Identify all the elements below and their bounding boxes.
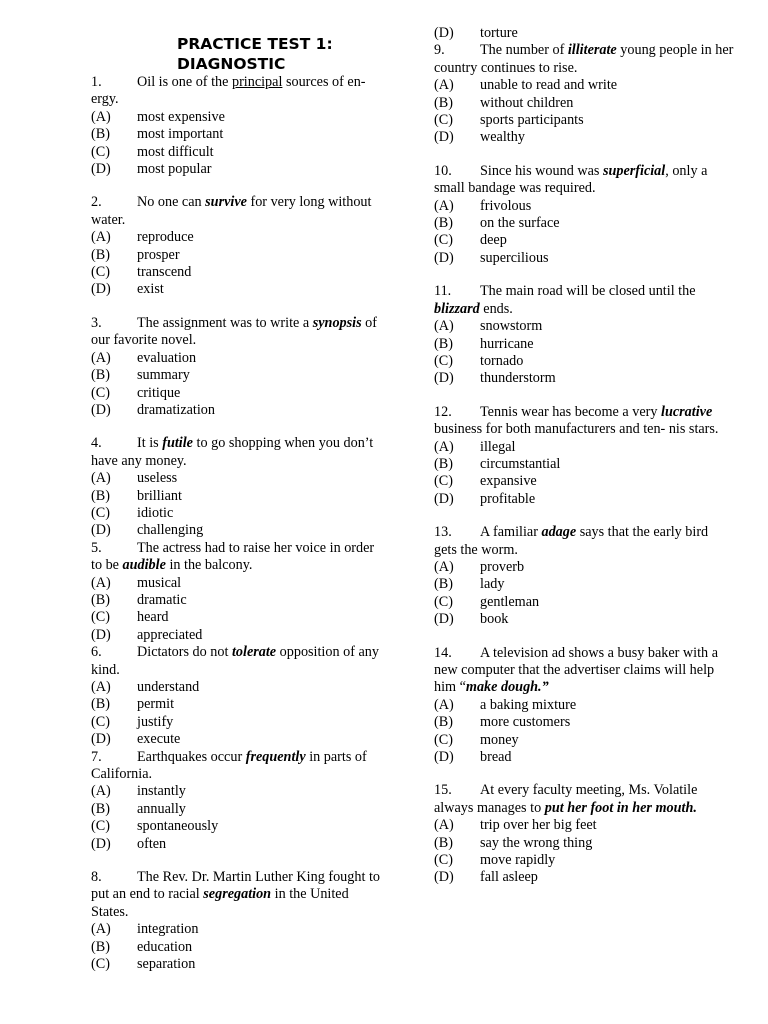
stem-text: for very long without water. [91,194,372,228]
option-d[interactable] [91,281,383,298]
question-stem [91,435,383,470]
stem-text: Oil is one of the [137,74,232,90]
option-d[interactable] [91,836,383,853]
option-letter: (C) [91,609,110,626]
right-column [434,0,734,887]
option-a[interactable] [91,679,383,696]
option-text: most difficult [137,143,214,160]
option-d[interactable] [434,370,734,387]
option-letter: (D) [434,129,454,146]
stem-text: Dictators do not [137,644,232,661]
question-6 [91,644,383,748]
question-3 [91,315,383,419]
option-letter: (B) [91,126,110,143]
option-a[interactable] [91,109,383,126]
option-letter: (B) [91,800,110,817]
option-c[interactable] [91,714,383,731]
option-letter: (A) [91,679,111,695]
question-stem [434,404,734,439]
option-text: prosper [137,246,180,263]
stem-text: , only a small bandage was required. [434,162,708,197]
option-d[interactable] [434,491,734,508]
option-text: heard [137,609,169,626]
option-text: without children [480,94,574,111]
option-letter: (A) [91,108,111,125]
option-letter: (B) [91,938,110,955]
option-text: musical [137,574,182,591]
question-stem [434,782,734,817]
option-letter: (A) [434,318,454,335]
option-letter: (A) [91,229,111,246]
key-word: tolerate [231,644,277,661]
option-text: evaluation [137,349,197,366]
option-letter: (D) [434,611,454,628]
stem-text: The actress had to raise her voice in order to be [91,539,375,574]
option-letter: (D) [434,749,454,766]
option-c[interactable] [434,353,734,370]
question-number: 13. [434,524,452,541]
option-d[interactable] [434,611,734,628]
option-b[interactable] [91,939,383,956]
option-text: justify [137,713,174,730]
option-letter: (B) [434,834,453,851]
option-b[interactable] [434,835,734,852]
question-number: 6. [91,644,102,661]
option-c[interactable] [434,473,734,490]
key-word: segregation [203,886,272,903]
key-word: blizzard [434,300,480,317]
option-letter: (D) [91,626,111,643]
option-letter: (C) [91,143,110,160]
option-letter: (C) [91,818,110,835]
option-letter: (A) [91,470,111,487]
option-letter: (D) [434,490,454,507]
stem-text: young people in her country continues to rise. [434,42,734,76]
option-c[interactable] [434,852,734,869]
question-5 [91,540,383,644]
option-text: exist [137,281,164,298]
option-text: deep [480,232,507,249]
question-number: 1. [91,74,102,90]
option-text: execute [137,731,181,748]
key-word: principal [231,74,283,90]
option-text: circumstantial [480,455,561,472]
option-letter: (C) [91,956,110,973]
option-text: profitable [480,490,536,507]
question-stem [434,645,734,697]
option-c[interactable] [91,609,383,626]
option-c[interactable] [91,385,383,402]
option-text: supercilious [480,249,549,266]
option-letter: (B) [434,215,453,232]
option-text: thunderstorm [480,370,556,387]
option-letter: (C) [434,852,453,869]
question-number: 5. [91,539,102,556]
option-text: torture [480,25,518,41]
option-b[interactable] [91,592,383,609]
option-d[interactable] [434,749,734,766]
option-text: on the surface [480,215,560,232]
stem-text: It is [137,435,163,452]
option-b[interactable] [91,247,383,264]
option-b[interactable] [434,714,734,731]
option-text: dramatic [137,591,187,608]
option-text: instantly [137,783,186,800]
option-letter: (C) [434,593,453,610]
option-text: snowstorm [480,318,543,335]
question-stem [91,540,383,575]
option-b[interactable] [434,336,734,353]
stem-text: opposition of any kind. [91,644,379,678]
option-text: illegal [480,438,516,455]
option-letter: (D) [91,161,111,178]
option-a[interactable] [434,198,734,215]
option-text: often [137,835,167,852]
option-text: proverb [480,558,525,575]
option-text: a baking mixture [480,696,577,713]
question-number: 4. [91,435,102,452]
option-a[interactable] [434,77,734,94]
option-text: sports participants [480,112,584,129]
option-letter: (A) [91,783,111,800]
key-word: superficial [602,162,666,179]
option-a[interactable] [91,470,383,487]
option-text: tornado [480,352,524,369]
option-letter: (A) [434,438,454,455]
option-text: annually [137,800,186,817]
option-text: separation [137,956,196,973]
option-a[interactable] [434,439,734,456]
option-d[interactable] [91,731,383,748]
question-number: 2. [91,194,102,211]
option-letter: (D) [434,869,454,886]
question-10 [434,163,734,267]
stem-text: Tennis wear has become a very [480,403,662,420]
option-text: gentleman [480,593,540,610]
option-a[interactable] [91,229,383,246]
question-15 [434,782,734,886]
option-a[interactable] [91,350,383,367]
stem-text: of our favorite novel. [91,314,377,349]
option-c[interactable] [91,956,383,973]
stem-text: The Rev. Dr. Martin Luther King fought to put an end to racial [91,869,380,903]
option-b[interactable] [91,488,383,505]
option-a[interactable] [434,817,734,834]
option-text: hurricane [480,335,534,352]
question-stem [91,74,383,109]
page-title [177,34,383,74]
option-text: reproduce [137,229,194,246]
stem-text: in the balcony. [165,557,253,574]
option-letter: (B) [91,487,110,504]
question-stem [434,42,734,77]
option-d[interactable] [434,25,734,42]
option-text: money [480,731,519,748]
option-text: challenging [137,522,204,539]
option-letter: (D) [91,835,111,852]
question-stem [434,163,734,198]
key-word: make dough.” [465,679,549,696]
option-c[interactable] [91,264,383,281]
option-letter: (A) [434,558,454,575]
option-letter: (A) [91,921,111,938]
key-word: frequently [245,748,306,765]
option-letter: (D) [91,401,111,418]
option-c[interactable] [434,232,734,249]
stem-text: A familiar [480,524,542,541]
question-9 [434,42,734,146]
option-c[interactable] [434,732,734,749]
option-text: permit [137,696,175,713]
question-14 [434,645,734,767]
stem-text: The main road will be closed until the [480,283,696,300]
option-letter: (C) [434,112,453,129]
option-text: brilliant [137,487,182,504]
option-text: education [137,938,193,955]
option-a[interactable] [434,318,734,335]
question-number: 11. [434,283,452,300]
option-letter: (C) [434,352,453,369]
option-text: spontaneously [137,818,219,835]
option-letter: (C) [434,232,453,249]
question-stem [434,524,734,559]
stem-text: sources of en- ergy. [91,74,366,108]
question-stem [91,869,383,921]
option-d[interactable] [434,250,734,267]
option-text: summary [137,367,190,384]
question-13 [434,524,734,628]
option-letter: (B) [91,696,110,713]
option-text: idiotic [137,504,174,521]
question-number: 10. [434,162,452,179]
question-11 [434,283,734,387]
title-line-2: DIAGNOSTIC [177,55,286,73]
option-text: understand [137,679,200,695]
option-d[interactable] [91,522,383,539]
question-number: 14. [434,644,452,661]
option-d[interactable] [91,627,383,644]
option-d[interactable] [434,869,734,886]
left-column [91,0,383,974]
option-letter: (C) [434,473,453,490]
option-b[interactable] [91,126,383,143]
stem-text: says that the early bird gets the worm. [434,524,709,558]
option-text: dramatization [137,401,215,418]
key-word: audible [122,557,166,574]
question-stem [91,749,383,784]
option-text: bread [480,749,512,766]
option-text: move rapidly [480,852,556,869]
option-letter: (B) [91,591,110,608]
option-letter: (D) [434,25,454,41]
option-letter: (B) [434,576,453,593]
option-b[interactable] [434,456,734,473]
option-text: trip over her big feet [480,817,597,834]
key-word: survive [205,194,247,211]
option-text: fall asleep [480,869,538,886]
option-letter: (B) [434,335,453,352]
option-letter: (B) [91,367,110,384]
stem-text: A television ad shows a busy baker with a new computer that the advertiser claims will help him “ [434,644,718,696]
option-letter: (D) [434,370,454,387]
option-letter: (C) [434,731,453,748]
question-number: 12. [434,403,452,420]
option-b[interactable] [91,801,383,818]
option-letter: (C) [91,713,110,730]
option-text: most important [137,126,224,143]
stem-text: No one can [137,194,206,211]
option-c[interactable] [91,144,383,161]
key-word: illiterate [567,42,617,59]
question-4 [91,435,383,539]
stem-text: in parts of California. [91,748,367,783]
stem-text: ends. [479,300,513,317]
option-text: frivolous [480,197,532,214]
option-d[interactable] [91,161,383,178]
option-text: expansive [480,473,537,490]
stem-text: in the United States. [91,886,349,920]
option-text: unable to read and write [480,77,618,94]
option-text: transcend [137,264,192,281]
question-number: 9. [434,42,445,59]
question-1 [91,74,383,178]
option-letter: (C) [91,504,110,521]
option-letter: (A) [434,197,454,214]
option-text: most popular [137,161,212,178]
question-7 [91,749,383,853]
question-stem [91,194,383,229]
option-text: appreciated [137,626,203,643]
option-c[interactable] [91,505,383,522]
title-line-1: PRACTICE TEST 1: [177,35,333,53]
stem-text: Since his wound was [480,162,603,179]
option-d[interactable] [91,402,383,419]
option-b[interactable] [91,367,383,384]
option-a[interactable] [91,575,383,592]
option-letter: (D) [91,522,111,539]
option-b[interactable] [434,576,734,593]
question-stem [91,315,383,350]
stem-text: At every faculty meeting, Ms. Volatile always manages to [434,782,698,816]
question-number: 7. [91,748,102,765]
stem-text: business for both manufacturers and ten- nis stars. [434,421,719,438]
option-letter: (C) [91,264,110,281]
option-letter: (D) [91,731,111,748]
option-a[interactable] [91,783,383,800]
question-stem [91,644,383,679]
option-text: most expensive [137,108,225,125]
option-text: book [480,611,509,628]
key-word: lucrative [661,403,713,420]
option-c[interactable] [434,594,734,611]
key-word: adage [541,524,577,541]
question-12 [434,404,734,508]
question-number: 8. [91,869,102,886]
option-c[interactable] [434,112,734,129]
option-text: integration [137,921,199,938]
option-letter: (A) [91,349,111,366]
question-2 [91,194,383,298]
stem-text: to go shopping when you don’t have any money. [91,435,374,469]
question-8 [91,869,383,973]
option-letter: (A) [434,817,454,834]
option-text: useless [137,470,178,487]
question-number: 3. [91,314,102,331]
stem-text: The number of [480,42,568,59]
option-letter: (C) [91,384,110,401]
option-text: more customers [480,714,571,731]
option-letter: (A) [91,574,111,591]
option-letter: (B) [434,714,453,731]
option-letter: (A) [434,77,454,94]
option-d[interactable] [434,129,734,146]
option-letter: (D) [434,249,454,266]
option-c[interactable] [91,818,383,835]
key-word: put her foot in her mouth. [544,799,697,816]
option-a[interactable] [91,921,383,938]
stem-text: Earthquakes occur [137,748,246,765]
option-b[interactable] [434,95,734,112]
question-number: 15. [434,782,452,799]
option-letter: (B) [434,94,453,111]
key-word: futile [162,435,193,452]
key-word: synopsis [312,314,362,331]
option-b[interactable] [91,696,383,713]
option-text: lady [480,576,505,593]
stem-text: The assignment was to write a [137,314,313,331]
option-text: say the wrong thing [480,834,593,851]
option-b[interactable] [434,215,734,232]
option-a[interactable] [434,559,734,576]
option-text: critique [137,384,181,401]
option-letter: (D) [91,281,111,298]
option-text: wealthy [480,129,525,146]
option-letter: (A) [434,696,454,713]
question-stem [434,283,734,318]
option-letter: (B) [434,455,453,472]
option-letter: (B) [91,246,110,263]
option-a[interactable] [434,697,734,714]
